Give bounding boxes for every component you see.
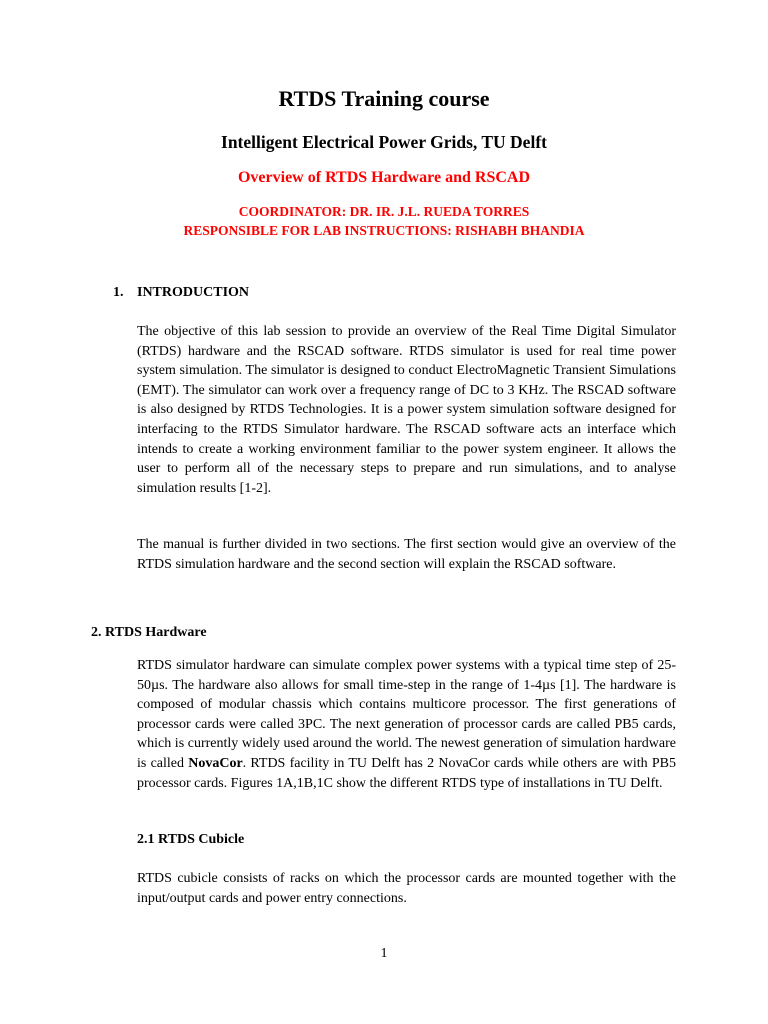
- credits-block: [0, 202, 768, 240]
- overview-heading: Overview of RTDS Hardware and RSCAD: [237, 169, 531, 186]
- section-2-heading: 2. RTDS Hardware: [91, 625, 207, 640]
- intro-paragraph-2: The manual is further divided in two sections. The first section would give an overview of the RTDS simulation hardware and the second section will explain the RSCAD software.: [137, 537, 676, 572]
- section-1-title: INTRODUCTION: [137, 285, 250, 300]
- intro-paragraph-1: The objective of this lab session to provide an overview of the Real Time Digital Simulator (RTDS) hardware and the RSCAD software. RTDS simulator is used for real time power system simulation. The simulator is designed to conduct ElectroMagnetic Transient Simulations (EMT). The simulator can work over a frequency range of DC to 3 KHz. The RSCAD software is also designed by RTDS Technologies. It is a power system simulation software designed for interfacing to the RTDS Simulator hardware. The RSCAD software acts an interface which intends to create a working environment familiar to the power system engineer. It allows the user to perform all of the necessary steps to prepare and run simulations, and to analyse simulation results [1-2].: [137, 324, 676, 496]
- section-1-heading: [113, 285, 249, 301]
- document-title: RTDS Training course: [278, 86, 490, 111]
- section-1-number: 1.: [113, 285, 124, 300]
- responsible-line: RESPONSIBLE FOR LAB INSTRUCTIONS: RISHABH BHANDIA: [183, 223, 585, 238]
- hardware-paragraph: [137, 656, 676, 793]
- hardware-paragraph-text-a: RTDS simulator hardware can simulate complex power systems with a typical time step of 25-50µs. The hardware also allows for small time-step in the range of 1-4µs [1]. The hardware is composed of modular chassis which contains multicore processor. The first generations of processor cards were called 3PC. The next generation of processor cards are called PB5 cards, which is currently widely used around the world. The newest generation of simulation hardware is called: [137, 658, 676, 771]
- document-subtitle: Intelligent Electrical Power Grids, TU Delft: [221, 132, 547, 152]
- page-number: 1: [380, 946, 388, 961]
- coordinator-line: COORDINATOR: DR. IR. J.L. RUEDA TORRES: [238, 204, 530, 219]
- section-2-1-heading: 2.1 RTDS Cubicle: [137, 832, 245, 847]
- cubicle-paragraph: RTDS cubicle consists of racks on which the processor cards are mounted together with the input/output cards and power entry connections.: [137, 871, 676, 906]
- novacor-term: NovaCor: [188, 755, 243, 771]
- hardware-paragraph-text-b: . RTDS facility in TU Delft has 2 NovaCor cards while others are with PB5 processor cards. Figures 1A,1B,1C show the different RTDS type of installations in TU Delft.: [137, 755, 677, 791]
